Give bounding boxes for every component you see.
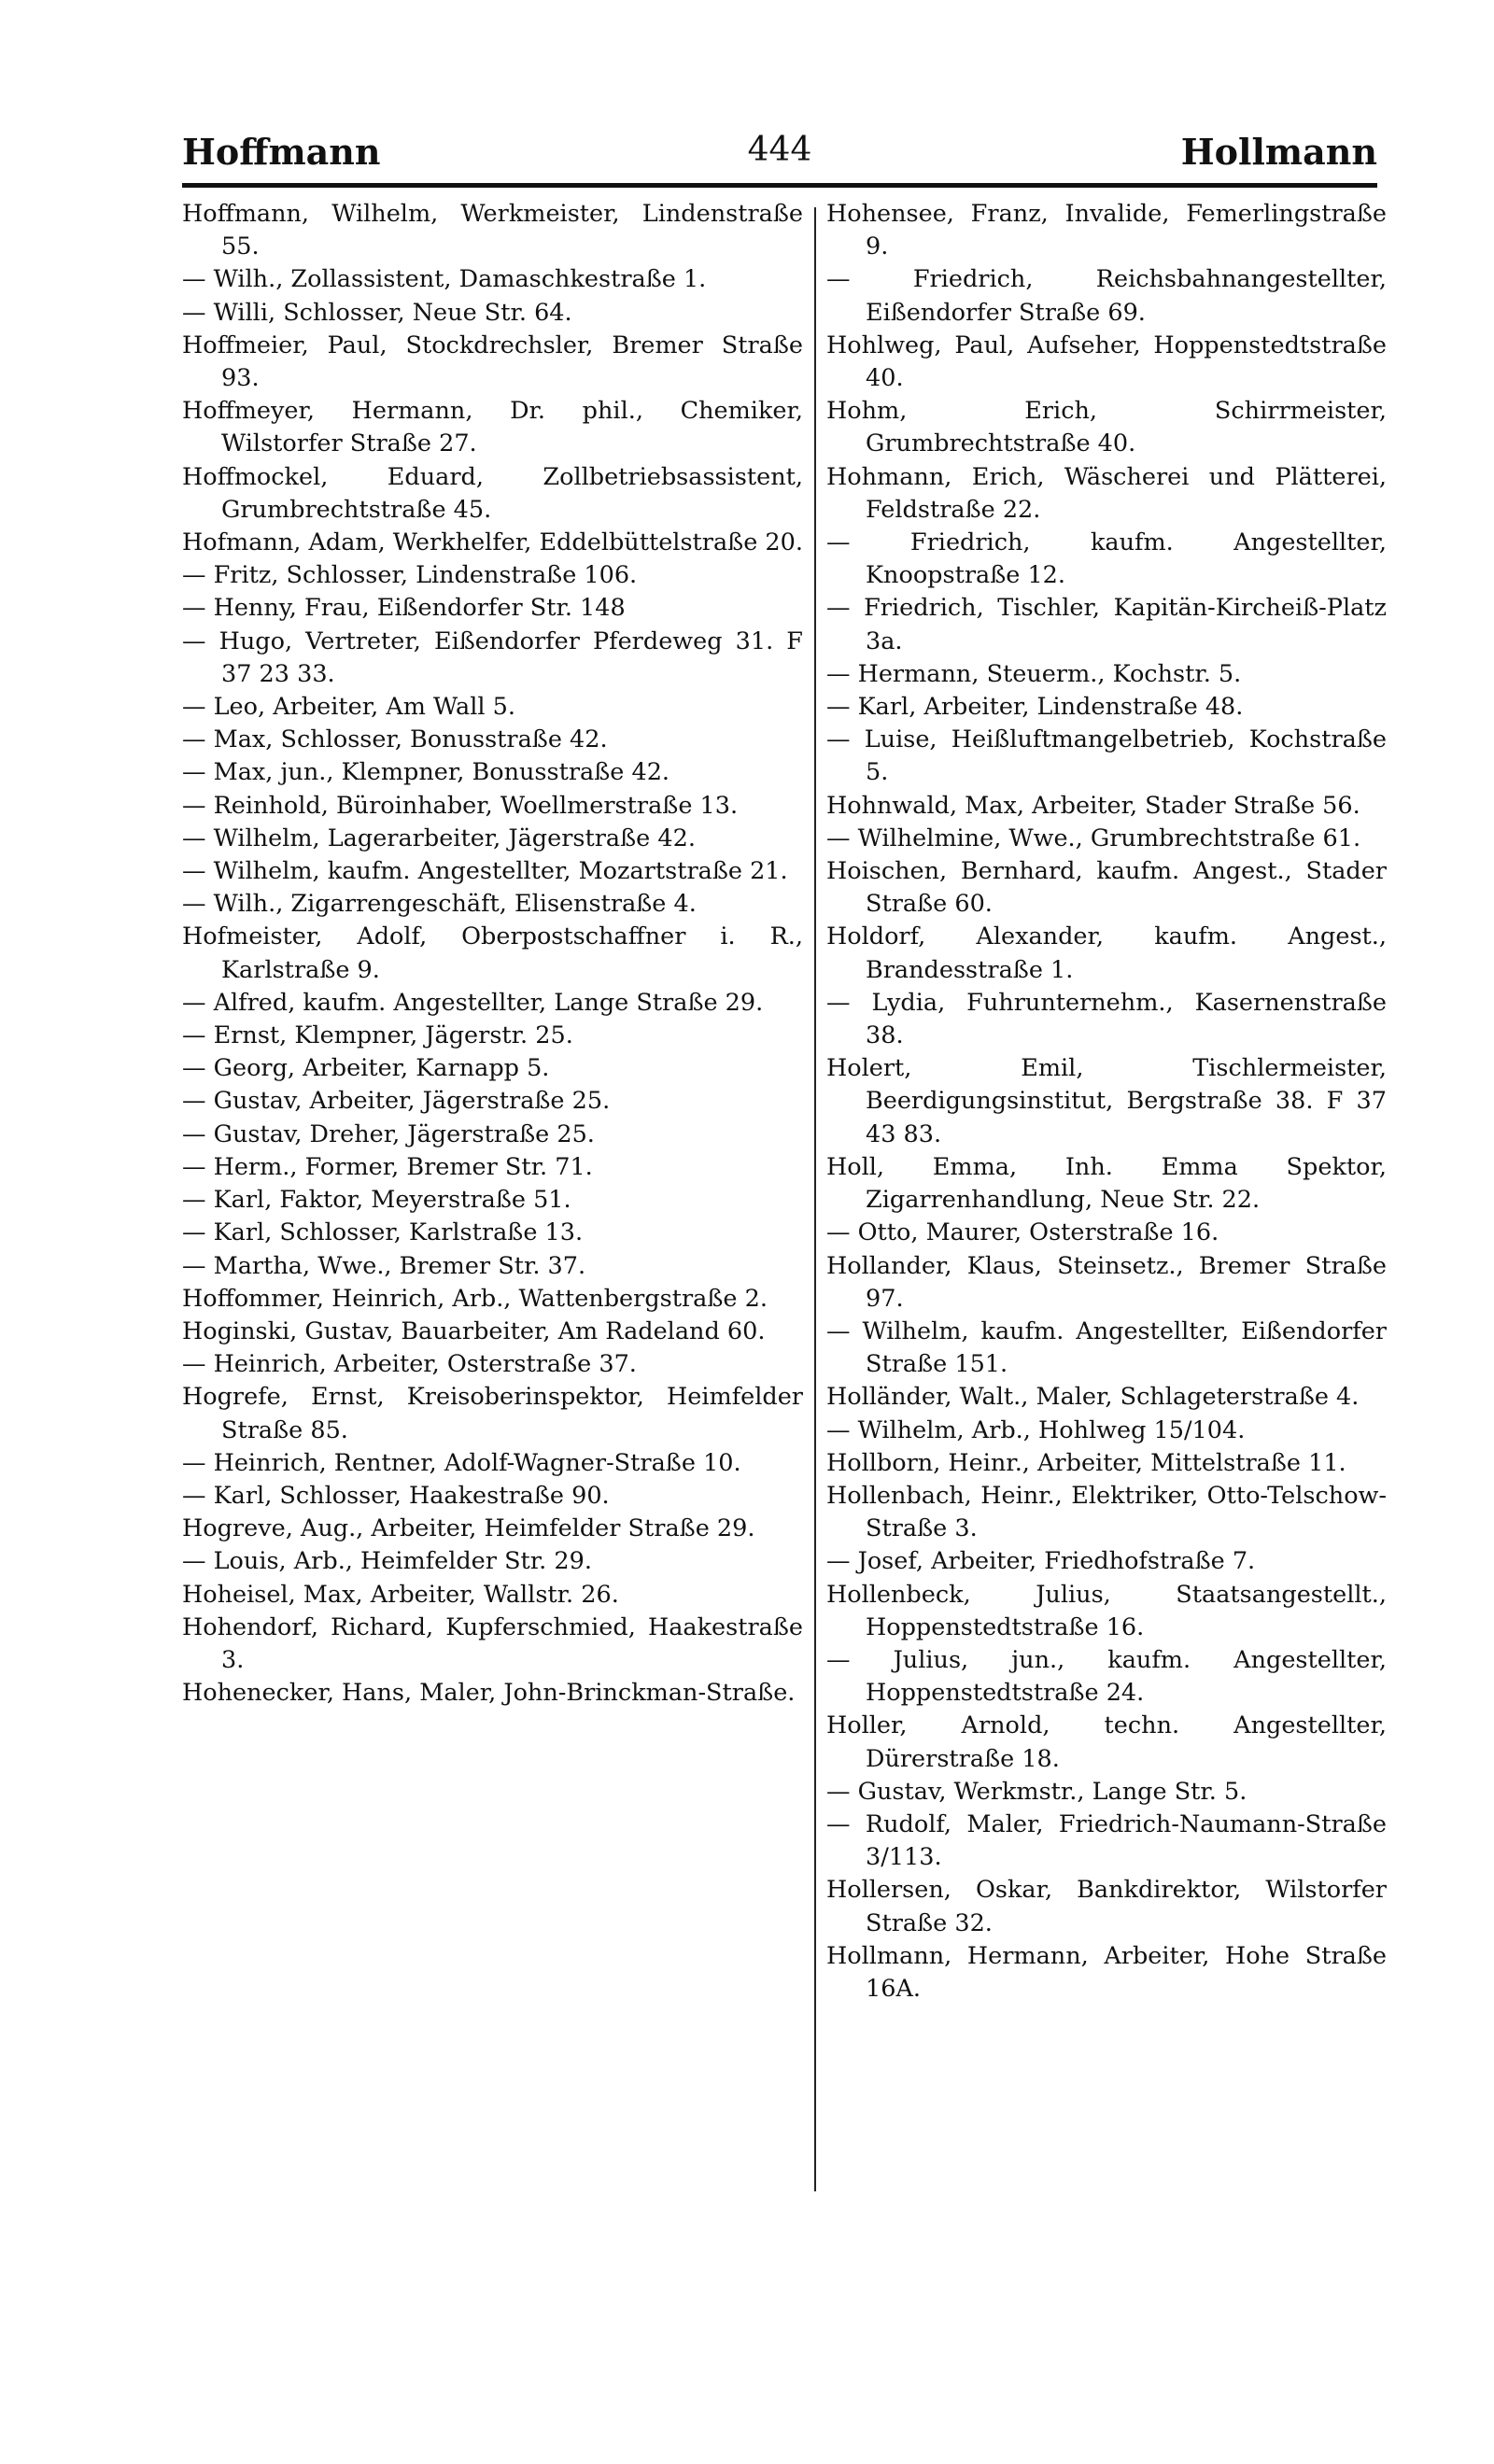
header-right-keyword: Hollmann bbox=[1180, 131, 1377, 173]
directory-entry: — Heinrich, Rentner, Adolf-Wagner-Straße 10. bbox=[182, 1448, 741, 1477]
directory-entry: — Gustav, Werkmstr., Lange Str. 5. bbox=[826, 1777, 1247, 1806]
directory-entry: — Gustav, Arbeiter, Jägerstraße 25. bbox=[182, 1087, 611, 1116]
directory-entry: Hohm, Erich, Schirrmeister, Grumbrechtstraße 40. bbox=[826, 397, 1387, 458]
directory-entry: Hollborn, Heinr., Arbeiter, Mittelstraße 11. bbox=[826, 1448, 1346, 1477]
directory-entry: Hoffmann, Wilhelm, Werkmeister, Lindenstraße 55. bbox=[182, 200, 803, 261]
directory-entry: — Herm., Former, Bremer Str. 71. bbox=[182, 1152, 593, 1181]
directory-entry: — Wilhelm, kaufm. Angestellter, Eißendorfer Straße 151. bbox=[826, 1316, 1387, 1379]
directory-entry: — Martha, Wwe., Bremer Str. 37. bbox=[182, 1251, 586, 1280]
directory-entry: Hoffmockel, Eduard, Zollbetriebsassistent, Grumbrechtstraße 45. bbox=[182, 462, 803, 524]
directory-entry: Hollmann, Hermann, Arbeiter, Hohe Straße 16A. bbox=[826, 1941, 1387, 2003]
directory-entry: — Rudolf, Maler, Friedrich-Naumann-Straße 3/113. bbox=[826, 1809, 1387, 1872]
directory-entry: — Henny, Frau, Eißendorfer Str. 148 bbox=[182, 594, 626, 623]
directory-entry: — Julius, jun., kaufm. Angestellter, Hoppenstedtstraße 24. bbox=[826, 1645, 1387, 1708]
directory-entry: Hohmann, Erich, Wäscherei und Plätterei, Feldstraße 22. bbox=[826, 462, 1387, 524]
page-number: 444 bbox=[747, 131, 812, 169]
right-column bbox=[826, 198, 1387, 2006]
directory-entry: — Gustav, Dreher, Jägerstraße 25. bbox=[182, 1119, 595, 1148]
directory-entry: — Friedrich, Tischler, Kapitän-Kircheiß-Platz 3a. bbox=[826, 594, 1387, 655]
directory-entry: Hollander, Klaus, Steinsetz., Bremer Straße 97. bbox=[826, 1251, 1387, 1313]
directory-entry: — Wilhelm, kaufm. Angestellter, Mozartstraße 21. bbox=[182, 857, 788, 886]
directory-entry: — Fritz, Schlosser, Lindenstraße 106. bbox=[182, 561, 638, 590]
directory-entry: Hollersen, Oskar, Bankdirektor, Wilstorfer Straße 32. bbox=[826, 1876, 1387, 1937]
left-column bbox=[182, 198, 803, 1710]
directory-entry: Holler, Arnold, techn. Angestellter, Dürerstraße 18. bbox=[826, 1711, 1387, 1773]
directory-entry: Hohendorf, Richard, Kupferschmied, Haakestraße 3. bbox=[182, 1612, 803, 1674]
directory-entry: — Karl, Schlosser, Karlstraße 13. bbox=[182, 1218, 584, 1247]
directory-entry: — Otto, Maurer, Osterstraße 16. bbox=[826, 1218, 1219, 1247]
directory-entry: — Heinrich, Arbeiter, Osterstraße 37. bbox=[182, 1350, 637, 1379]
directory-entry: — Hugo, Vertreter, Eißendorfer Pferdeweg 31. F 37 23 33. bbox=[182, 627, 803, 688]
directory-entry: Hogreve, Aug., Arbeiter, Heimfelder Straße 29. bbox=[182, 1514, 755, 1543]
directory-entry: Hofmeister, Adolf, Oberpostschaffner i. R., Karlstraße 9. bbox=[182, 922, 803, 984]
directory-entry: Hohnwald, Max, Arbeiter, Stader Straße 56. bbox=[826, 791, 1360, 820]
directory-entry: Hoffmeier, Paul, Stockdrechsler, Bremer Straße 93. bbox=[182, 331, 803, 393]
directory-entry: Hoheisel, Max, Arbeiter, Wallstr. 26. bbox=[182, 1580, 619, 1609]
directory-entry: Hoffmeyer, Hermann, Dr. phil., Chemiker, Wilstorfer Straße 27. bbox=[182, 397, 803, 458]
directory-entry: — Wilhelmine, Wwe., Grumbrechtstraße 61. bbox=[826, 824, 1361, 852]
directory-entry: — Hermann, Steuerm., Kochstr. 5. bbox=[826, 659, 1242, 688]
directory-entry: — Georg, Arbeiter, Karnapp 5. bbox=[182, 1054, 550, 1083]
directory-entry: Holl, Emma, Inh. Emma Spektor, Zigarrenhandlung, Neue Str. 22. bbox=[826, 1152, 1387, 1215]
directory-entry: Holdorf, Alexander, kaufm. Angest., Brandesstraße 1. bbox=[826, 922, 1387, 984]
directory-entry: — Karl, Faktor, Meyerstraße 51. bbox=[182, 1186, 571, 1215]
directory-entry: — Luise, Heißluftmangelbetrieb, Kochstraße 5. bbox=[826, 725, 1387, 787]
directory-entry: — Karl, Schlosser, Haakestraße 90. bbox=[182, 1481, 610, 1510]
directory-entry: Hohensee, Franz, Invalide, Femerlingstraße 9. bbox=[826, 200, 1387, 261]
directory-entry: — Wilh., Zigarrengeschäft, Elisenstraße 4. bbox=[182, 890, 697, 919]
directory-entry: Hoginski, Gustav, Bauarbeiter, Am Radeland 60. bbox=[182, 1316, 766, 1345]
directory-entry: — Lydia, Fuhrunternehm., Kasernenstraße 38. bbox=[826, 988, 1387, 1050]
header-rule bbox=[182, 183, 1377, 188]
directory-entry: Hogrefe, Ernst, Kreisoberinspektor, Heimfelder Straße 85. bbox=[182, 1383, 803, 1444]
directory-entry: Hollenbach, Heinr., Elektriker, Otto-Telschow-Straße 3. bbox=[826, 1481, 1387, 1543]
directory-entry: — Max, Schlosser, Bonusstraße 42. bbox=[182, 725, 608, 754]
directory-entry: — Alfred, kaufm. Angestellter, Lange Straße 29. bbox=[182, 988, 764, 1017]
directory-entry: — Wilh., Zollassistent, Damaschkestraße 1. bbox=[182, 265, 707, 294]
directory-entry: — Karl, Arbeiter, Lindenstraße 48. bbox=[826, 693, 1244, 722]
directory-entry: — Friedrich, Reichsbahnangestellter, Eißendorfer Straße 69. bbox=[826, 265, 1387, 327]
header-left-keyword: Hoffmann bbox=[182, 131, 381, 173]
directory-entry: Hohlweg, Paul, Aufseher, Hoppenstedtstraße 40. bbox=[826, 331, 1387, 393]
directory-entry: Hohenecker, Hans, Maler, John-Brinckman-Straße. bbox=[182, 1679, 796, 1708]
directory-entry: Hollenbeck, Julius, Staatsangestellt., Hoppenstedtstraße 16. bbox=[826, 1580, 1387, 1641]
directory-entry: — Louis, Arb., Heimfelder Str. 29. bbox=[182, 1547, 592, 1576]
directory-entry: Holländer, Walt., Maler, Schlageterstraße 4. bbox=[826, 1383, 1360, 1412]
directory-entry: Hoischen, Bernhard, kaufm. Angest., Stader Straße 60. bbox=[826, 857, 1387, 919]
directory-entry: — Friedrich, kaufm. Angestellter, Knoopstraße 12. bbox=[826, 528, 1387, 590]
directory-entry: Hofmann, Adam, Werkhelfer, Eddelbüttelstraße 20. bbox=[182, 528, 803, 557]
directory-entry: Holert, Emil, Tischlermeister, Beerdigungsinstitut, Bergstraße 38. F 37 43 83. bbox=[826, 1054, 1387, 1148]
page-header bbox=[182, 131, 1377, 181]
directory-entry: — Reinhold, Büroinhaber, Woellmerstraße 13. bbox=[182, 791, 739, 820]
directory-entry: — Leo, Arbeiter, Am Wall 5. bbox=[182, 693, 515, 722]
directory-entry: — Ernst, Klempner, Jägerstr. 25. bbox=[182, 1021, 573, 1050]
column-divider bbox=[814, 207, 816, 2191]
directory-entry: — Wilhelm, Arb., Hohlweg 15/104. bbox=[826, 1415, 1246, 1444]
directory-entry: — Josef, Arbeiter, Friedhofstraße 7. bbox=[826, 1547, 1256, 1576]
directory-entry: — Wilhelm, Lagerarbeiter, Jägerstraße 42. bbox=[182, 824, 696, 852]
directory-entry: — Willi, Schlosser, Neue Str. 64. bbox=[182, 298, 572, 327]
directory-entry: Hoffommer, Heinrich, Arb., Wattenbergstraße 2. bbox=[182, 1284, 768, 1313]
directory-entry: — Max, jun., Klempner, Bonusstraße 42. bbox=[182, 758, 670, 787]
